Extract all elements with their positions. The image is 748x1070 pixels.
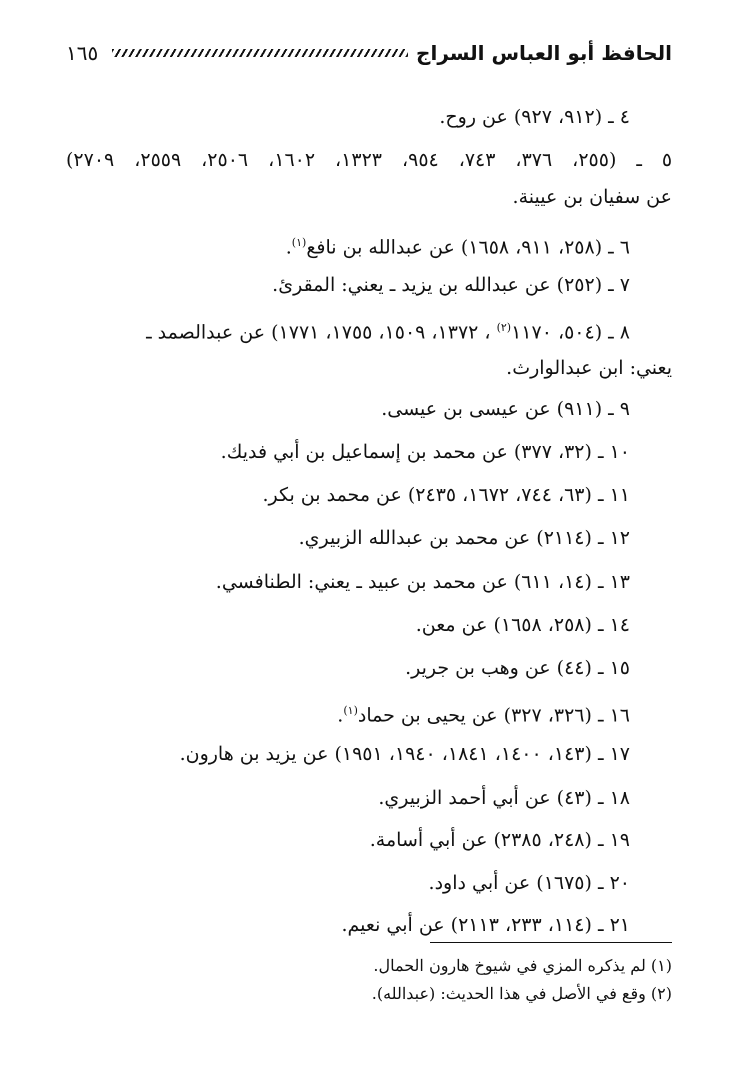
entry-line: ١٢ ـ (٢١١٤) عن محمد بن عبدالله الزبيري.: [298, 527, 630, 549]
entry-line: ٦ ـ (٢٥٨، ٩١١، ١٦٥٨) عن عبدالله بن نافع$^{(١)}$.: [285, 236, 630, 259]
entry-line: ٩ ـ (٩١١) عن عيسى بن عيسى.: [381, 398, 630, 420]
page-header: [66, 36, 672, 70]
header-hatched-rule: [112, 49, 408, 57]
entry-line: ١١ ـ (٦٣، ٧٤٤، ١٦٧٢، ٢٤٣٥) عن محمد بن بكر.: [262, 484, 630, 506]
footnote: (١) لم يذكره المزي في شيوخ هارون الحمال.: [373, 956, 672, 975]
entry-line: ٤ ـ (٩١٢، ٩٢٧) عن روح.: [439, 106, 630, 128]
entry-line: ٢٠ ـ (١٦٧٥) عن أبي داود.: [428, 872, 630, 894]
footnote-marker: (١): [343, 704, 358, 717]
footnote-marker: (٢): [496, 321, 512, 334]
entry-line: ٧ ـ (٢٥٢) عن عبدالله بن يزيد ـ يعني: المقرئ.: [272, 274, 630, 296]
entry-line: ١٦ ـ (٣٢٦، ٣٢٧) عن يحيى بن حماد$^{(١)}$.: [337, 704, 630, 727]
entry-line: ١٥ ـ (٤٤) عن وهب بن جرير.: [405, 657, 630, 679]
entry-line: ١٠ ـ (٣٢، ٣٧٧) عن محمد بن إسماعيل بن أبي فديك.: [220, 441, 630, 463]
entry-line: ٥ ـ (٢٥٥، ٣٧٦، ٧٤٣، ٩٥٤، ١٣٢٣، ١٦٠٢، ٢٥٠٦، ٢٥٥٩، ٢٧٠٩): [66, 149, 673, 171]
entry-line: ١٧ ـ (١٤٣، ١٤٠٠، ١٨٤١، ١٩٤٠، ١٩٥١) عن يزيد بن هارون.: [179, 743, 630, 765]
running-title: الحافظ أبو العباس السراج: [416, 41, 672, 65]
entry-line: ١٣ ـ (١٤، ٦١١) عن محمد بن عبيد ـ يعني: الطنافسي.: [215, 571, 630, 593]
entry-line: ١٤ ـ (٢٥٨، ١٦٥٨) عن معن.: [415, 614, 630, 636]
entry-line: ١٩ ـ (٢٤٨، ٢٣٨٥) عن أبي أسامة.: [369, 829, 630, 851]
page-number: ١٦٥: [66, 41, 99, 65]
entry-line: ٨ ـ (٥٠٤، ١١٧٠$^{(٢)}$ ، ١٣٧٢، ١٥٠٩، ١٧٥٥، ١٧٧١) عن عبدالصمد ـ: [146, 321, 630, 344]
footnote-separator: [430, 942, 672, 943]
footnote-marker: (١): [291, 236, 307, 249]
entry-line: عن سفيان بن عيينة.: [512, 186, 672, 208]
entry-line: يعني: ابن عبدالوارث.: [506, 357, 672, 379]
entry-line: ١٨ ـ (٤٣) عن أبي أحمد الزبيري.: [378, 787, 630, 809]
entry-line: ٢١ ـ (١١٤، ٢٣٣، ٢١١٣) عن أبي نعيم.: [341, 914, 630, 936]
footnote: (٢) وقع في الأصل في هذا الحديث: (عبدالله).: [371, 984, 672, 1003]
